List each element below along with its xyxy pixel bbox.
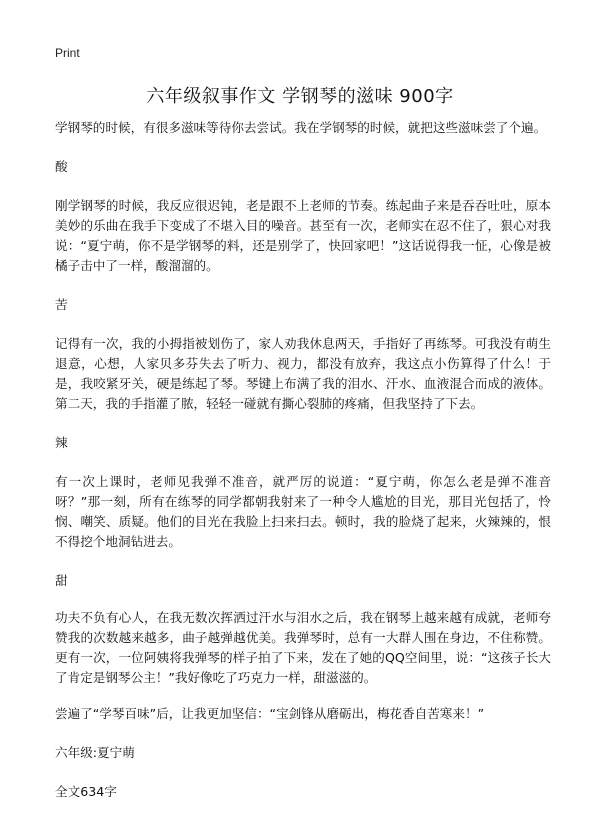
section-paragraph-sour: 刚学钢琴的时候，我反应很迟钝，老是跟不上老师的节奏。练起曲子来是吞吞吐吐，原本美妙的乐曲在我手下变成了不堪入目的噪音。甚至有一次，老师实在忍不住了，狠心对我说：“夏宁萌，你不是学钢琴的料，还是别学了，快回家吧！”这话说得我一怔，心像是被橘子击中了一样，酸溜溜的。	[55, 198, 551, 273]
section-paragraph-bitter: 记得有一次，我的小拇指被划伤了，家人劝我休息两天，手指好了再练琴。可我没有萌生退意，心想，人家贝多芬失去了听力、视力，都没有放弃，我这点小伤算得了什么！于是，我咬紧牙关，硬是练起了琴。琴键上布满了我的泪水、汗水、血液混合而成的液体。第二天，我的手指灌了脓，轻轻一碰就有撕心裂肺的疼痛，但我坚持了下去。	[55, 336, 551, 411]
intro-paragraph: 学钢琴的时候，有很多滋味等待你去尝试。我在学钢琴的时候，就把这些滋味尝了个遍。	[55, 120, 547, 135]
author-signature: 六年级:夏宁萌	[55, 745, 135, 760]
section-heading-bitter: 苦	[55, 297, 68, 312]
word-count: 全文634字	[55, 784, 117, 799]
section-paragraph-sweet: 功夫不负有心人，在我无数次挥洒过汗水与泪水之后，我在钢琴上越来越有成就，老师夸赞我的次数越来越多，曲子越弹越优美。我弹琴时，总有一大群人围在身边，不住称赞。更有一次，一位阿姨将我弹琴的样子拍了下来，发在了她的QQ空间里，说：“这孩子长大了肯定是钢琴公主！”我好像吃了巧克力一样，甜滋滋的。	[55, 610, 551, 685]
section-heading-spicy: 辣	[55, 435, 68, 450]
article-body	[55, 118, 551, 821]
closing-paragraph: 尝遍了“学琴百味”后，让我更加坚信：“宝剑锋从磨砺出，梅花香自苦寒来！”	[55, 706, 485, 721]
section-heading-sour: 酸	[55, 159, 68, 174]
article-title: 六年级叙事作文 学钢琴的滋味 900字	[146, 86, 454, 107]
section-heading-sweet: 甜	[55, 573, 68, 588]
print-label: Print	[55, 46, 80, 60]
section-paragraph-spicy: 有一次上课时，老师见我弹不准音，就严厉的说道：“夏宁萌，你怎么老是弹不准音呀？”那一刻，所有在练琴的同学都朝我射来了一种令人尴尬的目光，那目光包括了，怜悯、嘲笑、质疑。他们的目光在我脸上扫来扫去。顿时，我的脸烧了起来，火辣辣的，恨不得挖个地洞钻进去。	[55, 474, 551, 549]
